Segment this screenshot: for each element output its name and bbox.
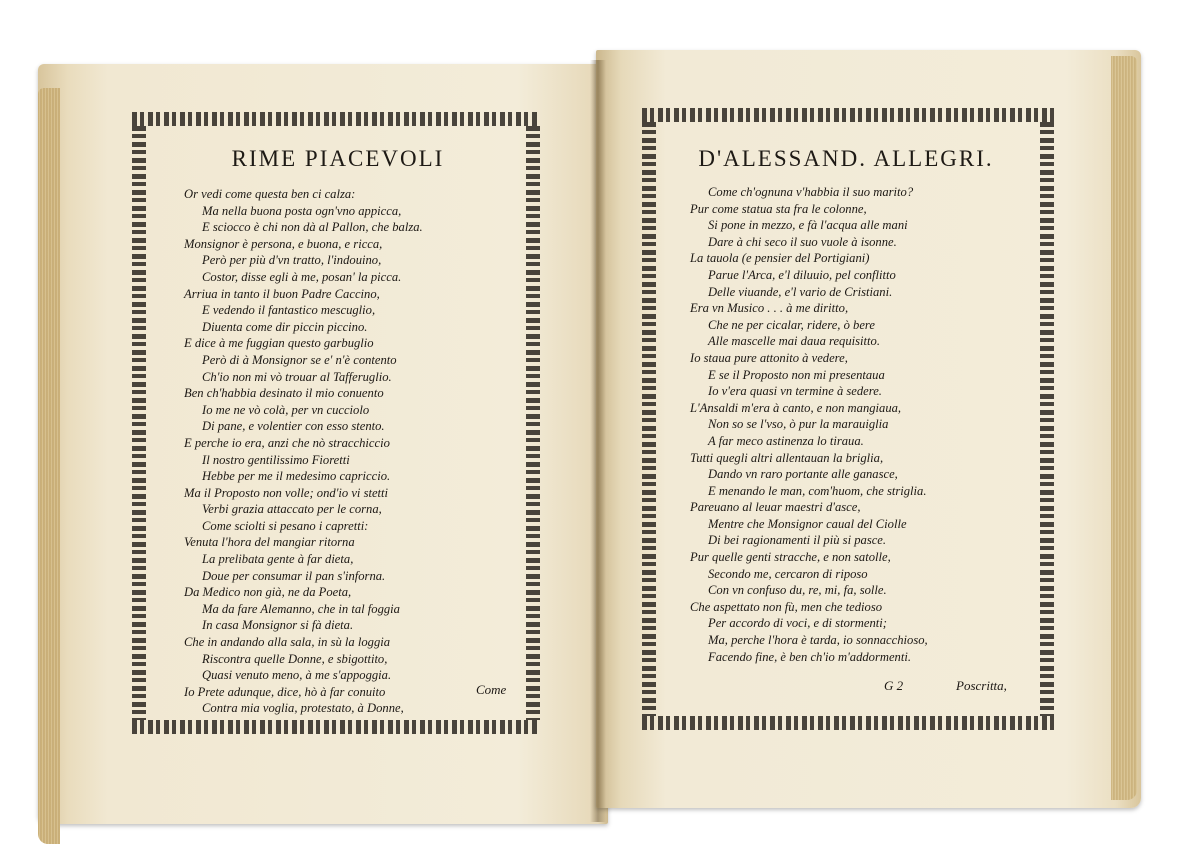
left-page-edges xyxy=(38,88,60,844)
left-verse-line: Doue per consumar il pan s'inforna. xyxy=(202,568,386,583)
open-book xyxy=(38,42,1146,828)
right-verse-line: Ma, perche l'hora è tarda, io sonnacchioso, xyxy=(708,633,928,648)
right-verse-line: Per accordo di voci, e di stormenti; xyxy=(708,616,887,631)
right-verse-line: E menando le man, com'huom, che striglia. xyxy=(708,483,927,498)
right-side-ornament xyxy=(1040,122,1054,716)
left-verse-line: Hebbe per me il medesimo capriccio. xyxy=(202,469,391,484)
left-verse-line: La prelibata gente à far dieta, xyxy=(202,552,354,567)
right-verse-line: Dare à chi seco il suo vuole à isonne. xyxy=(708,234,897,249)
right-verse-line: Non so se l'vso, ò pur la marauiglia xyxy=(708,417,889,432)
right-verse-line: Pur quelle genti stracche, e non satolle, xyxy=(690,550,891,565)
left-verse-line: Diuenta come dir piccin piccino. xyxy=(202,319,368,334)
right-verse-line: Che aspettato non fù, men che tedioso xyxy=(690,599,883,614)
left-verse-line: E vedendo il fantastico mescuglio, xyxy=(202,303,376,318)
left-verse-line: Però di à Monsignor se e' n'è contento xyxy=(202,352,397,367)
left-verse-line: Quasi venuto meno, à me s'appoggia. xyxy=(202,668,392,683)
right-verse-line: Pur come statua sta fra le colonne, xyxy=(690,201,867,216)
left-running-head: RIME PIACEVOLI xyxy=(231,146,445,171)
left-verse-line: Arriua in tanto il buon Padre Caccino, xyxy=(184,286,380,301)
left-verse-line: Di pane, e volentier con esso stento. xyxy=(202,419,385,434)
left-top-ornament xyxy=(132,112,540,126)
left-verse-line: Ma nella buona posta ogn'vno appicca, xyxy=(202,203,402,218)
right-bottom-ornament xyxy=(642,716,1054,730)
right-verse-line: Di bei ragionamenti il più si pasce. xyxy=(708,533,887,548)
right-verse-line: Come ch'ognuna v'habbia il suo marito? xyxy=(708,185,914,199)
right-verse-line: Tutti quegli altri allentauan la briglia, xyxy=(690,450,884,465)
right-verse-line: Delle viuande, e'l vario de Cristiani. xyxy=(708,284,893,299)
right-catchword: Poscritta, xyxy=(956,678,1007,693)
left-bottom-ornament xyxy=(132,720,540,734)
right-verse-line: Io staua pure attonito à vedere, xyxy=(690,350,848,365)
right-verse-block xyxy=(690,184,928,665)
left-verse-line: Contra mia voglia, protestato, à Donne, xyxy=(202,701,404,716)
left-verse-block xyxy=(184,186,423,717)
left-verse-line: E dice à me fuggian questo garbuglio xyxy=(184,336,374,351)
left-verse-line: Costor, disse egli à me, posan' la picca. xyxy=(202,269,402,284)
right-verse-line: Dando vn raro portante alle ganasce, xyxy=(708,467,898,482)
left-verse-line: Or vedi come questa ben ci calza: xyxy=(184,187,356,201)
right-verse-line: Alle mascelle mai daua requisitto. xyxy=(708,334,880,349)
left-verse-line: Venuta l'hora del mangiar ritorna xyxy=(184,535,355,550)
left-verse-line: Da Medico non già, ne da Poeta, xyxy=(184,585,352,600)
right-signature-mark: G 2 xyxy=(884,678,904,693)
left-verse-line: Ben ch'habbia desinato il mio conuento xyxy=(184,386,384,401)
right-verse-line: Era vn Musico . . . à me diritto, xyxy=(690,301,849,316)
left-verse-line: Monsignor è persona, e buona, e ricca, xyxy=(184,236,383,251)
right-side-ornament-left-page xyxy=(526,126,540,720)
right-top-ornament xyxy=(642,108,1054,122)
right-verse-line: La tauola (e pensier del Portigiani) xyxy=(690,251,870,266)
left-verse-line: In casa Monsignor si fà dieta. xyxy=(202,618,354,633)
right-running-head: D'ALESSAND. ALLEGRI. xyxy=(698,146,994,171)
right-verse-line: Facendo fine, è ben ch'io m'addormenti. xyxy=(708,649,911,664)
right-page-edges xyxy=(1111,56,1137,800)
left-verse-line: Il nostro gentilissimo Fioretti xyxy=(202,452,350,467)
left-verse-line: Io me ne vò colà, per vn cucciolo xyxy=(202,402,370,417)
right-verse-line: Mentre che Monsignor caual del Ciolle xyxy=(708,516,907,531)
left-verse-line: Ma il Proposto non volle; ond'io vi stetti xyxy=(184,485,389,500)
left-catchword: Come xyxy=(476,682,507,697)
left-verse-line: Ch'io non mi vò trouar al Tafferuglio. xyxy=(202,369,392,384)
left-verse-line: Che in andando alla sala, in sù la loggia xyxy=(184,635,391,650)
left-side-ornament xyxy=(132,126,146,720)
right-verse-line: Si pone in mezzo, e fà l'acqua alle mani xyxy=(708,218,908,233)
left-side-ornament-right-page xyxy=(642,122,656,716)
right-verse-line: Pareuano al leuar maestri d'asce, xyxy=(690,500,861,515)
right-verse-line: E se il Proposto non mi presentaua xyxy=(708,367,885,382)
left-verse-line: Riscontra quelle Donne, e sbigottito, xyxy=(202,651,388,666)
right-verse-line: L'Ansaldi m'era à canto, e non mangiaua, xyxy=(690,400,902,415)
left-verse-line: Però per più d'vn tratto, l'indouino, xyxy=(202,253,382,268)
left-verse-line: Ma da fare Alemanno, che in tal foggia xyxy=(202,601,400,616)
left-verse-line: Come sciolti si pesano i capretti: xyxy=(202,518,369,533)
left-verse-line: E sciocco è chi non dà al Pallon, che balza. xyxy=(202,220,423,235)
left-verse-line: Verbi grazia attaccato per le corna, xyxy=(202,502,382,517)
right-verse-line: Secondo me, cercaron di riposo xyxy=(708,566,868,581)
right-verse-line: Io v'era quasi vn termine à sedere. xyxy=(708,384,882,399)
right-verse-line: Parue l'Arca, e'l diluuio, pel conflitto xyxy=(708,267,896,282)
book-spine xyxy=(590,60,606,822)
left-verse-line: Io Prete adunque, dice, hò à far conuito xyxy=(184,684,386,699)
left-verse-line: E perche io era, anzi che nò stracchiccio xyxy=(184,435,390,450)
right-verse-line: A far meco astinenza lo tiraua. xyxy=(708,433,864,448)
right-verse-line: Che ne per cicalar, ridere, ò bere xyxy=(708,317,875,332)
right-verse-line: Con vn confuso du, re, mi, fa, solle. xyxy=(708,583,887,598)
